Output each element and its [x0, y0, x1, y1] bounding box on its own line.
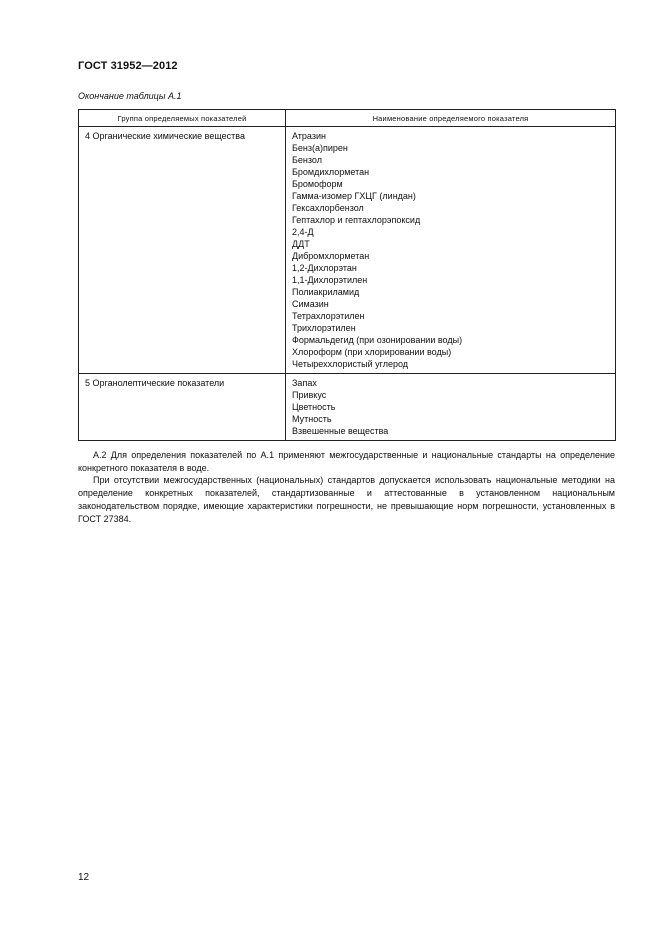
list-item: Хлороформ (при хлорировании воды)	[292, 347, 452, 357]
list-item: Гексахлорбензол	[292, 203, 364, 213]
list-item: Запах	[292, 378, 317, 388]
list-item: 1,2-Дихлорэтан	[292, 263, 357, 273]
list-item: Взвешенные вещества	[292, 426, 389, 436]
list-item: Тетрахлорэтилен	[292, 311, 365, 321]
list-item: Бромдихлорметан	[292, 167, 370, 177]
list-item: 2,4-Д	[292, 227, 314, 237]
list-item: Мутность	[292, 414, 332, 424]
document-title: ГОСТ 31952—2012	[78, 60, 178, 72]
list-item: Симазин	[292, 299, 329, 309]
items-cell	[286, 374, 616, 441]
list-item: Трихлорэтилен	[292, 323, 356, 333]
list-item: Гептахлор и гептахлорэпоксид	[292, 215, 421, 225]
group-cell: 4 Органические химические вещества	[79, 127, 286, 374]
paragraph-no-standards: При отсутствии межгосударственных (национальных) стандартов допускается использовать национальные методики на определение конкретных показателей, стандартизованные и аттестованные в установленном национальным законодательством порядке, имеющие характеристики погрешности, не превышающие норм погрешности, установленных в ГОСТ 27384.	[78, 475, 615, 524]
paragraph-a2: А.2 Для определения показателей по А.1 применяют межгосударственные и национальные стандарты на определение конкретного показателя в воде.	[78, 450, 615, 473]
list-item: Четыреххлористый углерод	[292, 359, 409, 369]
column-header-indicator: Наименование определяемого показателя	[286, 110, 616, 127]
page-number: 12	[78, 872, 90, 883]
list-item: Гамма-изомер ГХЦГ (линдан)	[292, 191, 416, 201]
list-item: Бромоформ	[292, 179, 343, 189]
table-row-organic-chemicals	[79, 127, 616, 374]
list-item: Цветность	[292, 402, 336, 412]
group-cell: 5 Органолептические показатели	[79, 374, 286, 441]
list-item: 1,1-Дихлорэтилен	[292, 275, 368, 285]
list-item: ДДТ	[292, 239, 310, 249]
list-item: Формальдегид (при озонировании воды)	[292, 335, 463, 345]
list-item: Полиакриламид	[292, 287, 360, 297]
list-item: Привкус	[292, 390, 327, 400]
table-header-row	[79, 110, 616, 127]
column-header-group: Группа определяемых показателей	[79, 110, 286, 127]
list-item: Атразин	[292, 131, 326, 141]
list-item: Дибромхлорметан	[292, 251, 370, 261]
items-cell	[286, 127, 616, 374]
list-item: Бензол	[292, 155, 322, 165]
indicators-table	[78, 109, 616, 441]
table-caption: Окончание таблицы А.1	[78, 91, 182, 101]
list-item: Бенз(а)пирен	[292, 143, 348, 153]
table-row-organoleptic	[79, 374, 616, 441]
